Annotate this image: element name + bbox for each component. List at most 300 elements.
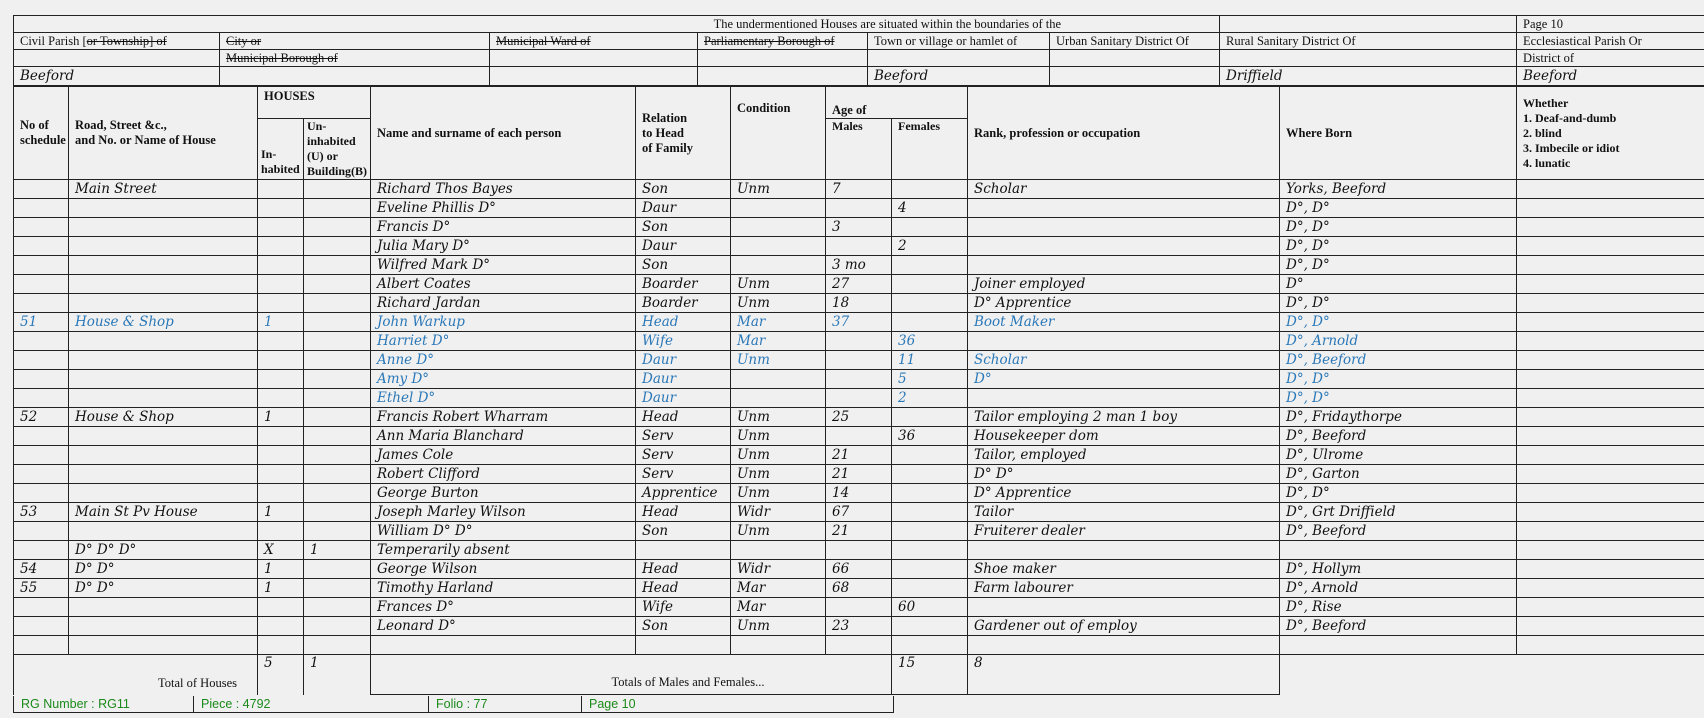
ecclesiastical-label-2: District of: [1517, 50, 1704, 67]
females-cell: [892, 541, 968, 560]
whether-cell: [1517, 408, 1704, 427]
table-row: [14, 199, 1704, 218]
name-cell: Francis D°: [371, 218, 636, 237]
schedule-cell: 54: [14, 560, 69, 579]
schedule-cell: [14, 199, 69, 218]
table-row: [14, 522, 1704, 541]
schedule-cell: [14, 218, 69, 237]
name-cell: Timothy Harland: [371, 579, 636, 598]
females-cell: [892, 408, 968, 427]
females-cell: [892, 503, 968, 522]
males-cell: [826, 237, 892, 256]
uninhabited-cell: [304, 484, 371, 503]
schedule-cell: [14, 256, 69, 275]
uninhabited-cell: [304, 465, 371, 484]
total-females: 8: [968, 655, 1280, 695]
condition-cell: [731, 370, 826, 389]
occupation-cell: Boot Maker: [968, 313, 1280, 332]
born-cell: D°, Grt Driffield: [1280, 503, 1517, 522]
census-sheet: [13, 15, 1704, 695]
inhabited-cell: 1: [258, 503, 304, 522]
males-cell: [826, 370, 892, 389]
males-cell: 21: [826, 522, 892, 541]
table-row: [14, 560, 1704, 579]
ward-label: Municipal Ward of: [490, 33, 698, 50]
males-cell: [826, 332, 892, 351]
females-cell: [892, 617, 968, 636]
col-houses: HOUSES: [258, 87, 371, 119]
males-cell: 7: [826, 180, 892, 199]
occupation-cell: Tailor: [968, 503, 1280, 522]
table-row: [14, 218, 1704, 237]
inhabited-cell: [258, 294, 304, 313]
schedule-cell: 51: [14, 313, 69, 332]
condition-cell: Unm: [731, 351, 826, 370]
condition-cell: Mar: [731, 313, 826, 332]
occupation-cell: D° Apprentice: [968, 294, 1280, 313]
whether-cell: [1517, 332, 1704, 351]
name-cell: Julia Mary D°: [371, 237, 636, 256]
uninhabited-cell: [304, 503, 371, 522]
males-cell: 21: [826, 446, 892, 465]
name-cell: Robert Clifford: [371, 465, 636, 484]
uninhabited-cell: [304, 256, 371, 275]
relation-cell: Boarder: [636, 275, 731, 294]
table-row: [14, 408, 1704, 427]
relation-cell: Boarder: [636, 294, 731, 313]
occupation-cell: Housekeeper dom: [968, 427, 1280, 446]
uninhabited-cell: [304, 351, 371, 370]
uninhabited-cell: [304, 427, 371, 446]
whether-cell: [1517, 218, 1704, 237]
table-row: [14, 598, 1704, 617]
road-cell: [69, 332, 258, 351]
females-cell: [892, 180, 968, 199]
condition-cell: [731, 389, 826, 408]
occupation-cell: [968, 541, 1280, 560]
rural-value: Driffield: [1220, 67, 1517, 86]
born-cell: D°, D°: [1280, 313, 1517, 332]
schedule-cell: [14, 332, 69, 351]
whether-cell: [1517, 541, 1704, 560]
page-number: Page 10: [589, 697, 636, 711]
relation-cell: Wife: [636, 332, 731, 351]
occupation-cell: [968, 199, 1280, 218]
table-row: [14, 503, 1704, 522]
males-cell: [826, 598, 892, 617]
name-cell: George Burton: [371, 484, 636, 503]
col-whether: Whether 1. Deaf-and-dumb 2. blind 3. Imbecile or idiot 4. lunatic: [1517, 87, 1704, 180]
table-row: [14, 351, 1704, 370]
col-relation: Relation to Head of Family: [636, 87, 731, 180]
born-cell: D°, Beeford: [1280, 351, 1517, 370]
occupation-cell: D° D°: [968, 465, 1280, 484]
relation-cell: Daur: [636, 389, 731, 408]
table-row: [14, 427, 1704, 446]
uninhabited-cell: [304, 408, 371, 427]
urban-label: Urban Sanitary District Of: [1050, 33, 1220, 50]
table-row: [14, 237, 1704, 256]
schedule-cell: [14, 351, 69, 370]
inhabited-cell: [258, 256, 304, 275]
inhabited-cell: X: [258, 541, 304, 560]
road-cell: [69, 294, 258, 313]
col-condition: Condition: [731, 87, 826, 180]
inhabited-cell: [258, 598, 304, 617]
piece-number: Piece : 4792: [194, 696, 429, 712]
schedule-cell: [14, 465, 69, 484]
name-cell: Anne D°: [371, 351, 636, 370]
schedule-cell: [14, 237, 69, 256]
inhabited-cell: [258, 199, 304, 218]
relation-cell: Son: [636, 522, 731, 541]
schedule-cell: [14, 275, 69, 294]
whether-cell: [1517, 275, 1704, 294]
condition-cell: Unm: [731, 465, 826, 484]
col-name: Name and surname of each person: [371, 87, 636, 180]
schedule-cell: [14, 389, 69, 408]
condition-cell: Unm: [731, 294, 826, 313]
inhabited-cell: [258, 275, 304, 294]
civil-parish-label: Civil Parish [or Township] of: [14, 33, 220, 50]
uninhabited-cell: [304, 180, 371, 199]
col-uninhabited: Un- inhabited (U) or Building(B): [304, 119, 371, 180]
road-cell: [69, 617, 258, 636]
occupation-cell: Shoe maker: [968, 560, 1280, 579]
males-cell: 25: [826, 408, 892, 427]
town-value: Beeford: [868, 67, 1050, 86]
schedule-cell: [14, 617, 69, 636]
whether-cell: [1517, 636, 1704, 655]
relation-cell: Daur: [636, 370, 731, 389]
females-cell: 2: [892, 237, 968, 256]
civil-parish-value: Beeford: [14, 67, 220, 86]
occupation-cell: Fruiterer dealer: [968, 522, 1280, 541]
schedule-cell: [14, 636, 69, 655]
table-row: [14, 332, 1704, 351]
relation-cell: Son: [636, 617, 731, 636]
relation-cell: Wife: [636, 598, 731, 617]
name-cell: Richard Thos Bayes: [371, 180, 636, 199]
table-row: [14, 275, 1704, 294]
born-cell: D°, Beeford: [1280, 427, 1517, 446]
relation-cell: Serv: [636, 465, 731, 484]
uninhabited-cell: [304, 560, 371, 579]
uninhabited-cell: [304, 199, 371, 218]
name-cell: Leonard D°: [371, 617, 636, 636]
uninhabited-cell: 1: [304, 541, 371, 560]
condition-cell: Unm: [731, 427, 826, 446]
relation-cell: Head: [636, 579, 731, 598]
name-cell: Richard Jardan: [371, 294, 636, 313]
males-cell: 3: [826, 218, 892, 237]
schedule-cell: [14, 484, 69, 503]
born-cell: D°, Beeford: [1280, 522, 1517, 541]
name-cell: Wilfred Mark D°: [371, 256, 636, 275]
town-label: Town or village or hamlet of: [868, 33, 1050, 50]
inhabited-cell: [258, 370, 304, 389]
relation-cell: Apprentice: [636, 484, 731, 503]
occupation-cell: D° Apprentice: [968, 484, 1280, 503]
males-cell: 67: [826, 503, 892, 522]
whether-cell: [1517, 180, 1704, 199]
borough-label: Municipal Borough of: [220, 50, 490, 67]
relation-cell: Daur: [636, 199, 731, 218]
whether-cell: [1517, 579, 1704, 598]
road-cell: [69, 465, 258, 484]
whether-cell: [1517, 370, 1704, 389]
condition-cell: Mar: [731, 332, 826, 351]
road-cell: [69, 636, 258, 655]
total-uninhabited: 1: [304, 655, 371, 695]
inhabited-cell: [258, 218, 304, 237]
occupation-cell: [968, 218, 1280, 237]
census-table: [13, 86, 1704, 695]
banner-text: The undermentioned Houses are situated within the boundaries of the: [713, 17, 1062, 31]
occupation-cell: D°: [968, 370, 1280, 389]
rg-number: RG Number : RG11: [14, 696, 194, 712]
condition-cell: Unm: [731, 484, 826, 503]
relation-cell: Head: [636, 503, 731, 522]
inhabited-cell: [258, 636, 304, 655]
condition-cell: Unm: [731, 522, 826, 541]
col-occupation: Rank, profession or occupation: [968, 87, 1280, 180]
name-cell: Ethel D°: [371, 389, 636, 408]
whether-cell: [1517, 199, 1704, 218]
name-cell: James Cole: [371, 446, 636, 465]
col-males: Males: [826, 119, 892, 180]
name-cell: Albert Coates: [371, 275, 636, 294]
road-cell: [69, 389, 258, 408]
road-cell: [69, 199, 258, 218]
total-males: 15: [892, 655, 968, 695]
whether-cell: [1517, 484, 1704, 503]
born-cell: D°, Hollym: [1280, 560, 1517, 579]
road-cell: D° D° D°: [69, 541, 258, 560]
name-cell: Ann Maria Blanchard: [371, 427, 636, 446]
males-cell: [826, 636, 892, 655]
whether-cell: [1517, 256, 1704, 275]
rural-label: Rural Sanitary District Of: [1220, 33, 1517, 50]
males-cell: 14: [826, 484, 892, 503]
uninhabited-cell: [304, 598, 371, 617]
name-cell: Harriet D°: [371, 332, 636, 351]
district-header: [13, 15, 1704, 86]
females-cell: [892, 313, 968, 332]
relation-cell: Serv: [636, 427, 731, 446]
females-cell: [892, 465, 968, 484]
road-cell: [69, 484, 258, 503]
col-age: Age of: [826, 87, 968, 119]
road-cell: D° D°: [69, 579, 258, 598]
occupation-cell: Tailor employing 2 man 1 boy: [968, 408, 1280, 427]
females-cell: [892, 256, 968, 275]
relation-cell: Daur: [636, 351, 731, 370]
occupation-cell: [968, 598, 1280, 617]
inhabited-cell: [258, 427, 304, 446]
name-cell: Frances D°: [371, 598, 636, 617]
uninhabited-cell: [304, 370, 371, 389]
inhabited-cell: [258, 180, 304, 199]
road-cell: House & Shop: [69, 408, 258, 427]
col-inhabited: In- habited: [258, 119, 304, 180]
males-cell: 23: [826, 617, 892, 636]
road-cell: [69, 446, 258, 465]
females-cell: 11: [892, 351, 968, 370]
condition-cell: Widr: [731, 560, 826, 579]
table-row: [14, 256, 1704, 275]
total-houses-label: Total of Houses: [14, 655, 258, 695]
parliamentary-label: Parliamentary Borough of: [698, 33, 868, 50]
whether-cell: [1517, 294, 1704, 313]
uninhabited-cell: [304, 237, 371, 256]
name-cell: Joseph Marley Wilson: [371, 503, 636, 522]
inhabited-cell: [258, 522, 304, 541]
males-cell: 37: [826, 313, 892, 332]
road-cell: [69, 427, 258, 446]
males-cell: 66: [826, 560, 892, 579]
road-cell: [69, 275, 258, 294]
name-cell: John Warkup: [371, 313, 636, 332]
page-label: Page 10: [1517, 16, 1704, 33]
whether-cell: [1517, 237, 1704, 256]
schedule-cell: [14, 294, 69, 313]
born-cell: D°, Arnold: [1280, 332, 1517, 351]
born-cell: D°: [1280, 275, 1517, 294]
inhabited-cell: 1: [258, 579, 304, 598]
table-row: [14, 541, 1704, 560]
females-cell: [892, 636, 968, 655]
born-cell: [1280, 636, 1517, 655]
ecclesiastical-label-1: Ecclesiastical Parish Or: [1517, 33, 1704, 50]
ecclesiastical-value: Beeford: [1517, 67, 1704, 86]
females-cell: [892, 218, 968, 237]
males-cell: [826, 199, 892, 218]
females-cell: [892, 579, 968, 598]
road-cell: D° D°: [69, 560, 258, 579]
males-cell: 27: [826, 275, 892, 294]
schedule-cell: [14, 180, 69, 199]
born-cell: D°, Ulrome: [1280, 446, 1517, 465]
road-cell: [69, 351, 258, 370]
schedule-cell: 52: [14, 408, 69, 427]
born-cell: D°, D°: [1280, 237, 1517, 256]
males-cell: [826, 389, 892, 408]
schedule-cell: 55: [14, 579, 69, 598]
condition-cell: [731, 636, 826, 655]
inhabited-cell: 1: [258, 560, 304, 579]
relation-cell: [636, 541, 731, 560]
col-born: Where Born: [1280, 87, 1517, 180]
born-cell: D°, D°: [1280, 294, 1517, 313]
relation-cell: Head: [636, 313, 731, 332]
relation-cell: Head: [636, 408, 731, 427]
occupation-cell: Scholar: [968, 180, 1280, 199]
occupation-cell: [968, 256, 1280, 275]
table-row: [14, 579, 1704, 598]
condition-cell: [731, 541, 826, 560]
occupation-cell: Scholar: [968, 351, 1280, 370]
born-cell: [1280, 541, 1517, 560]
males-cell: 21: [826, 465, 892, 484]
name-cell: Francis Robert Wharram: [371, 408, 636, 427]
total-inhabited: 5: [258, 655, 304, 695]
born-cell: D°, D°: [1280, 370, 1517, 389]
born-cell: D°, D°: [1280, 256, 1517, 275]
schedule-cell: [14, 427, 69, 446]
occupation-cell: [968, 332, 1280, 351]
road-cell: [69, 522, 258, 541]
occupation-cell: Joiner employed: [968, 275, 1280, 294]
table-row: [14, 617, 1704, 636]
males-cell: 18: [826, 294, 892, 313]
uninhabited-cell: [304, 275, 371, 294]
name-cell: William D° D°: [371, 522, 636, 541]
uninhabited-cell: [304, 522, 371, 541]
table-row: [14, 636, 1704, 655]
born-cell: D°, D°: [1280, 199, 1517, 218]
whether-cell: [1517, 598, 1704, 617]
whether-cell: [1517, 446, 1704, 465]
females-cell: [892, 522, 968, 541]
whether-cell: [1517, 560, 1704, 579]
uninhabited-cell: [304, 389, 371, 408]
table-row: [14, 313, 1704, 332]
occupation-cell: [968, 237, 1280, 256]
males-cell: [826, 351, 892, 370]
whether-cell: [1517, 465, 1704, 484]
condition-cell: Unm: [731, 180, 826, 199]
uninhabited-cell: [304, 617, 371, 636]
inhabited-cell: [258, 237, 304, 256]
table-row: [14, 389, 1704, 408]
females-cell: 36: [892, 332, 968, 351]
road-cell: House & Shop: [69, 313, 258, 332]
road-cell: Main St Pv House: [69, 503, 258, 522]
inhabited-cell: [258, 389, 304, 408]
road-cell: [69, 237, 258, 256]
condition-cell: Mar: [731, 579, 826, 598]
born-cell: Yorks, Beeford: [1280, 180, 1517, 199]
condition-cell: [731, 256, 826, 275]
females-cell: [892, 446, 968, 465]
born-cell: D°, Fridaythorpe: [1280, 408, 1517, 427]
condition-cell: Unm: [731, 617, 826, 636]
condition-cell: [731, 237, 826, 256]
uninhabited-cell: [304, 332, 371, 351]
whether-cell: [1517, 427, 1704, 446]
condition-cell: Unm: [731, 408, 826, 427]
reference-footer: [13, 696, 894, 713]
occupation-cell: Farm labourer: [968, 579, 1280, 598]
col-schedule: No of schedule: [14, 87, 69, 180]
uninhabited-cell: [304, 636, 371, 655]
relation-cell: Head: [636, 560, 731, 579]
females-cell: [892, 484, 968, 503]
city-label: City or: [220, 33, 490, 50]
whether-cell: [1517, 503, 1704, 522]
condition-cell: Unm: [731, 446, 826, 465]
inhabited-cell: [258, 332, 304, 351]
born-cell: D°, Arnold: [1280, 579, 1517, 598]
name-cell: Amy D°: [371, 370, 636, 389]
table-row: [14, 446, 1704, 465]
condition-cell: [731, 199, 826, 218]
inhabited-cell: 1: [258, 313, 304, 332]
condition-cell: Mar: [731, 598, 826, 617]
inhabited-cell: [258, 446, 304, 465]
uninhabited-cell: [304, 294, 371, 313]
